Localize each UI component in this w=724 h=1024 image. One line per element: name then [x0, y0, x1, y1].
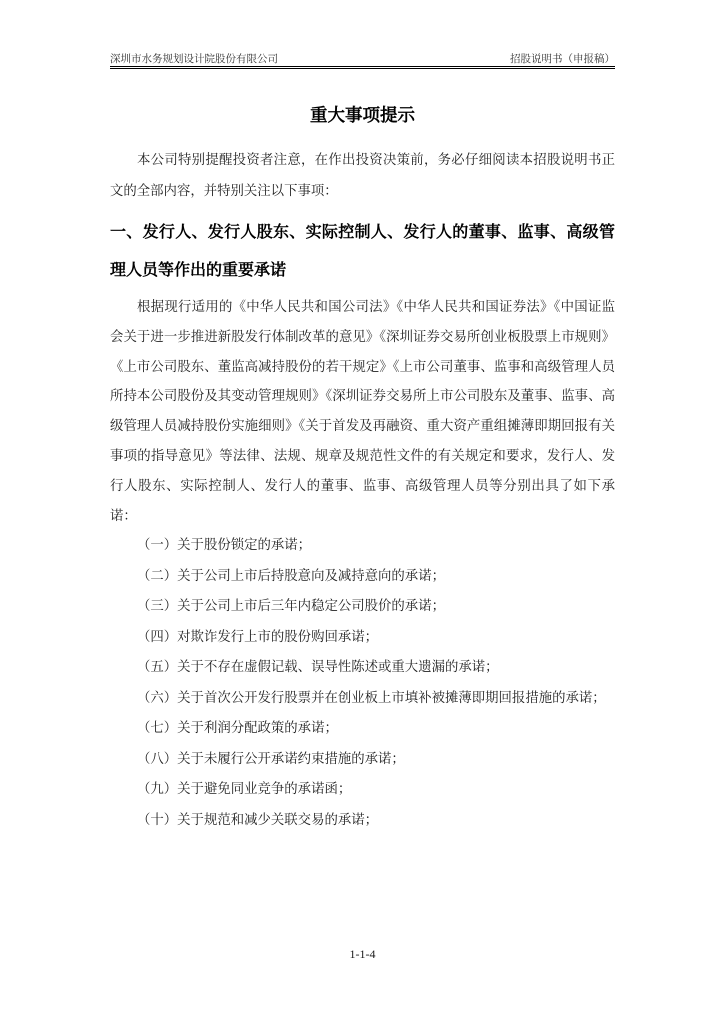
page-number: 1-1-4 [349, 947, 376, 961]
list-item: （九）关于避免同业竞争的承诺函； [137, 782, 352, 798]
page-header [110, 51, 615, 67]
list-item: （十）关于规范和减少关联交易的承诺； [137, 812, 379, 828]
section-heading: 一、发行人、发行人股东、实际控制人、发行人的董事、监事、高级管理人员等作出的重要承诺 [110, 222, 615, 279]
intro-paragraph: 本公司特别提醒投资者注意，在作出投资决策前，务必仔细阅读本招股说明书正文的全部内容，并特别关注以下事项： [110, 153, 615, 199]
list-item: （八）关于未履行公开承诺约束措施的承诺； [137, 751, 405, 767]
header-divider-secondary [110, 68, 615, 69]
list-item: （六）关于首次公开发行股票并在创业板上市填补被摊薄即期回报措施的承诺； [137, 690, 606, 706]
list-item: （四）对欺诈发行上市的股份购回承诺； [137, 629, 379, 645]
header-divider [110, 66, 615, 67]
header-document-type: 招股说明书（申报稿） [510, 53, 615, 65]
list-item: （三）关于公司上市后三年内稳定公司股价的承诺； [137, 599, 445, 615]
document-body [110, 146, 615, 836]
page-title: 重大事项提示 [310, 106, 415, 126]
list-item: （七）关于利润分配政策的承诺； [137, 721, 338, 737]
list-item: （一）关于股份锁定的承诺； [137, 538, 312, 554]
section-paragraph: 根据现行适用的《中华人民共和国公司法》《中华人民共和国证券法》《中国证监会关于进一步推进新股发行体制改革的意见》《深圳证券交易所创业板股票上市规则》《上市公司股东、董监高减持股份的若干规定》《上市公司董事、监事和高级管理人员所持本公司股份及其变动管理规则》《深圳证券交易所上市公司股东及董事、监事、高级管理人员减持股份实施细则》《关于首发及再融资、重大资产重组摊薄即期回报有关事项的指导意见》等法律、法规、规章及规范性文件的有关规定和要求，发行人、发行人股东、实际控制人、发行人的董事、监事、高级管理人员等分别出具了如下承诺： [110, 300, 615, 524]
header-company-name: 深圳市水务规划设计院股份有限公司 [110, 53, 278, 65]
list-item: （五）关于不存在虚假记载、误导性陈述或重大遗漏的承诺； [137, 660, 499, 676]
list-item: （二）关于公司上市后持股意向及减持意向的承诺； [137, 568, 445, 584]
commitment-list [110, 531, 615, 836]
